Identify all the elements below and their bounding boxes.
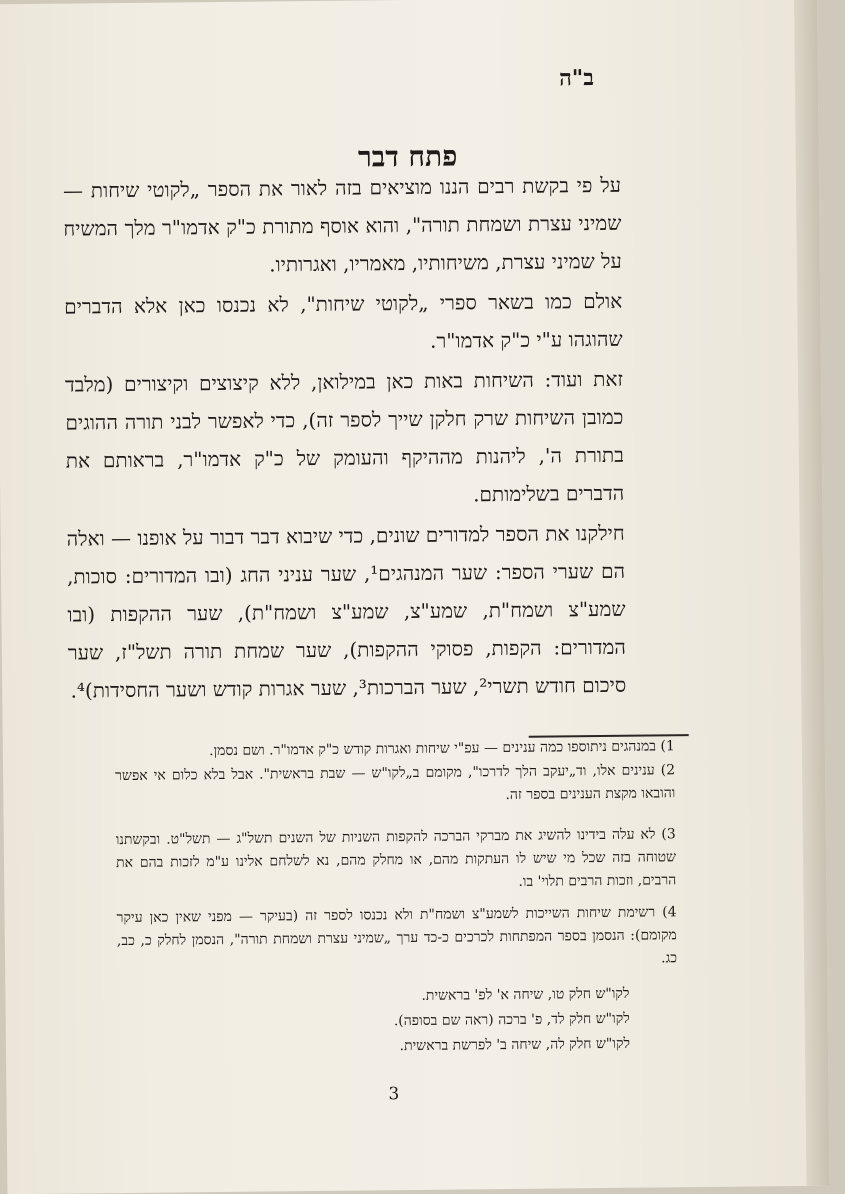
footnote: 3) לא עלה בידינו להשיג את מברקי הברכה להקפות השניות של השנים תשל"ג — תשל"ט. ובקשתנו שטוחה בזה שכל מי שיש לו העתקות מהם, או מחלק מהם, נא לשלחם אלינו ע"מ לזכות בהם את הרבים, וזכות הרבים תלוי' בו. <box>115 826 677 890</box>
reference-item: לקו"ש חלק טו, שיחה א' לפ' בראשית. <box>421 985 630 1004</box>
paragraph: זאת ועוד: השיחות באות כאן במילואן, ללא קיצוצים וקיצורים (מלבד כמובן השיחות שרק חלקן שייך לספר זה), כדי לאפשר לבני תורה ההוגים בתורת ה', ליהנות מההיקף והעומק של כ"ק אדמו"ר, בראותם את הדברים בשלימותם. <box>64 366 625 507</box>
reference-item: לקו"ש חלק לד, פ' ברכה (ראה שם בסופה). <box>393 1010 630 1030</box>
footnote: 4) רשימת שיחות השייכות לשמע"צ ושמח"ת ולא נכנסו לספר זה (בעיקר — מפני שאין כאן עיקר מקומם): הנסמן בספר המפתחות לכרכים כ-כד ערך „שמיני עצרת ושמחת תורה", הנסמן לחלק כ, כב, כג. <box>116 904 678 967</box>
paragraph: על פי בקשת רבים הננו מוציאים בזה לאור את הספר „לקוטי שיחות — שמיני עצרת ושמחת תורה", והוא אוסף מתורת כ"ק אדמו"ר מלך המשיח על שמיני עצרת, משיחותיו, מאמריו, ואגרותיו. <box>62 172 622 277</box>
page-title: פתח דבר <box>357 139 458 174</box>
footnote: 1) במנהגים ניתוספו כמה ענינים — עפ"י שיחות ואגרות קודש כ"ק אדמו"ר. ושם נסמן. <box>209 738 675 760</box>
footnote: 2) ענינים אלו, וד„יעקב הלך לדרכו", מקומם ב„לקו"ש — שבת בראשית". אבל בלא כלום אי אפשר והובאו מקצת הענינים בספר זה. <box>115 762 676 804</box>
page-edge <box>794 0 829 1186</box>
page-number: 3 <box>388 1084 400 1105</box>
header-mark: ב"ה <box>558 65 594 92</box>
paragraph: אולם כמו בשאר ספרי „לקוטי שיחות", לא נכנסו כאן אלא הדברים שהוגהו ע"י כ"ק אדמו"ר. <box>64 288 623 353</box>
paragraph: חילקנו את הספר למדורים שונים, כדי שיבוא דבר דבור על אופנו — ואלה הם שערי הספר: שער המנהגים¹, שער עניני החג (ובו המדורים: סוכות, שמע"צ ושמח"ת, שמע"צ, שמע"צ ושמח"ת), שער ההקפות (ובו המדורים: הקפות, פסוקי ההקפות), שער שמחת תורה תשל"ז, שער סיכום חודש תשרי², שער הברכות³, שער אגרות קודש ושער החסידות)⁴. <box>66 520 627 703</box>
reference-item: לקו"ש חלק לה, שיחה ב' לפרשת בראשית. <box>399 1035 631 1055</box>
